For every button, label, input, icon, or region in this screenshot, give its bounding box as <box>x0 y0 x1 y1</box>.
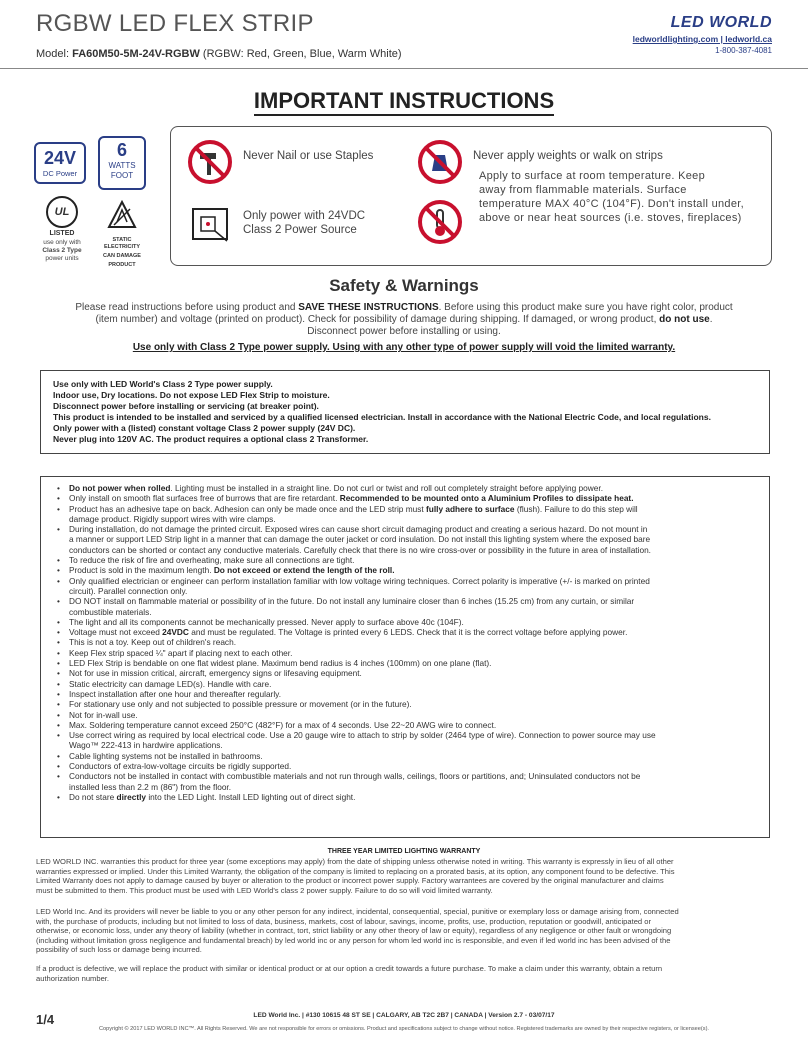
bullet-text: Voltage must not exceed <box>69 627 163 638</box>
list-item <box>69 576 759 597</box>
main-heading-text: IMPORTANT INSTRUCTIONS <box>254 88 554 116</box>
warning-temp-line-2: away from flammable materials. Surface <box>479 184 687 196</box>
watts-value: 6 <box>116 140 127 160</box>
footer-copyright: Copyright © 2017 LED WORLD INC™. All Rights Reserved. We are not responsible for errors or omissions. Product and specifications subject to change without notice. Registered trademarks are owned by their respective registers, or licensee(s). <box>99 1026 709 1032</box>
bullet-text: Product is sold in the maximum length. <box>69 565 214 576</box>
ul-logo-icon: UL <box>46 196 78 228</box>
list-item: • Inspect installation after one hour and thereafter regularly. <box>69 689 759 699</box>
list-item <box>69 627 759 637</box>
warning-no-weights-text: Never apply weights or walk on strips <box>473 150 663 162</box>
warranty-line: with, the purchase of products, including but not limited to loss of data, business, markets, cost of labour, savings, income, profits, use, production, reputation or goodwill, anticipated or <box>36 916 652 926</box>
warning-temperature-text <box>479 169 775 225</box>
list-item <box>69 493 759 503</box>
bullet-bold: Do not power when rolled <box>69 483 171 493</box>
warning-temp-line-4: above or near heat sources (i.e. stoves, fireplaces) <box>479 212 742 224</box>
voltage-value: 24V <box>43 148 77 168</box>
spec-badges <box>34 136 174 266</box>
static-electricity-icon <box>107 200 137 230</box>
warranty-line: LED WORLD INC. warranties this product for three year (some exceptions may apply) from the date of shipping unless otherwise noted in writing. This warranty is expressly in lieu of all other <box>36 857 674 866</box>
list-item: • Static electricity can damage LED(s). Handle with care. <box>69 679 759 689</box>
bullet-text: installed less than 2.2 m (86") from the floor. <box>69 781 232 792</box>
warning-no-nails-text: Never Nail or use Staples <box>243 150 374 162</box>
bullet-text: DO NOT install on flammable material or possibility of in the future. Do not install any luminaire closer than 6 inches (15.25 cm) from any curtain, or similar <box>69 596 635 607</box>
rule-item: Indoor use, Dry locations. Do not expose LED Flex Strip to moisture. <box>53 390 330 400</box>
bullet-text: and must be regulated. The Voltage is printed every 6 LEDS. Check that it is the correct voltage before applying power. <box>188 627 628 638</box>
model-label: Model: <box>36 48 73 60</box>
model-description: (RGBW: Red, Green, Blue, Warm White) <box>199 48 402 60</box>
warning-power-line-1: Only power with 24VDC <box>243 210 366 222</box>
warning-power-source-text <box>243 209 365 237</box>
warning-temp-line-3: temperature MAX 40°C (104°F). Don't install under, <box>479 198 744 210</box>
watts-badge <box>98 136 146 190</box>
no-heat-icon <box>417 199 463 245</box>
bullet-text: conductors can be shorted or contact any conductive materials. Carefully check that there is no wire cross-over or possibility in the future in area of installation. <box>69 544 651 555</box>
warning-power-line-2: Class 2 Power Source <box>243 224 357 236</box>
safety-intro-line-3: Disconnect power before installing or using. <box>307 326 501 337</box>
intro-text: Please read instructions before using product and <box>75 302 299 313</box>
safety-intro <box>36 302 772 338</box>
bullet-text: a manner or support LED Strip light in a manner that can damage the outer jacket or cord insulation. Do not install this lighting system where the exposed bare <box>69 534 651 545</box>
page-header <box>36 10 772 64</box>
model-line <box>36 48 402 60</box>
intro-text: (item number) and voltage (printed on product). Check for possibility of damage during shipping. If damaged, or wrong product, <box>95 314 660 325</box>
bullet-bold: Recommended to be mounted onto a Aluminium Profiles to dissipate heat. <box>339 493 634 504</box>
esd-label-1: STATIC ELECTRICITY <box>103 237 141 250</box>
list-item: • Not for use in mission critical, aircraft, emergency signs or lifesaving equipment. <box>69 668 759 678</box>
bullet-text: Conductors not be installed in contact with combustible materials and not run through walls, ceilings, floors or partitions, and; Uninsulated conductors not be <box>69 771 641 782</box>
header-divider <box>0 68 808 69</box>
product-title: RGBW LED FLEX STRIP <box>36 10 314 37</box>
bullet-text: Only qualified electrician or engineer can perform installation familiar with low voltage wiring techniques. Correct polarity is imperative (+/- is marked on printed <box>69 575 650 586</box>
warranty-line: authorization number. <box>36 973 110 983</box>
brand-logo <box>612 14 772 58</box>
list-item <box>69 504 759 525</box>
warning-temp-line-1: Apply to surface at room temperature. Keep <box>479 170 705 182</box>
bullet-text: Use correct wiring as required by local electrical code. Use a 20 gauge wire to attach to strip by solder (2464 type of wire). Connection to power source may use <box>69 730 656 741</box>
no-hammer-icon <box>187 139 233 185</box>
bullet-text: into the LED Light. Install LED lighting out of direct sight. <box>146 791 356 802</box>
warranty-paragraph-1 <box>36 857 772 895</box>
esd-label-3: PRODUCT <box>108 262 136 268</box>
list-item: • Not for in-wall use. <box>69 710 759 720</box>
bullet-text: During installation, do not damage the printed circuit. Exposed wires can cause short circuit damaging product and creating a serious hazard. Do not mount in <box>69 524 648 535</box>
bullet-text: combustible materials. <box>69 606 152 617</box>
list-item: • For stationary use only and not subjected to possible pressure or movement (or in the future). <box>69 699 759 709</box>
list-item <box>69 771 759 792</box>
warranty-line: warranties expressed or implied. Under this Limited Warranty, the obligation of the company is limited to replacing on a prorated basis, at its option, any component found to be defective. This <box>36 866 675 876</box>
bullet-text: Product has an adhesive tape on back. Adhesion can only be made once and the LED strip must <box>69 503 426 514</box>
list-item: • Keep Flex strip spaced ¼" apart if placing next to each other. <box>69 648 759 658</box>
logo-name: LED WORLD <box>670 14 772 31</box>
list-item: • Conductors of extra-low-voltage circuits be rigidly supported. <box>69 761 759 771</box>
watts-label-1: WATTS <box>108 161 136 170</box>
list-item <box>69 565 759 575</box>
bullet-text: circuit). Parallel connection only. <box>69 585 188 596</box>
logo-phone: 1-800-387-4081 <box>715 46 772 55</box>
warranty-line: otherwise, or economic loss, under any theory of liability (whether in contract, tort, strict liability or any other theory of law or equity), regardless of any negligence or other fault or wrongdoing <box>36 926 672 936</box>
intro-text: . Before using this product make sure you have right color, product <box>438 302 733 313</box>
safety-intro-line-2 <box>36 314 772 326</box>
list-item: • To reduce the risk of fire and overheating, make sure all connections are tight. <box>69 555 759 565</box>
intro-text: . <box>709 314 713 325</box>
rule-item: Never plug into 120V AC. The product requires a optional class 2 Transformer. <box>53 434 369 444</box>
list-item: • This is not a toy. Keep out of children's reach. <box>69 637 759 647</box>
list-item <box>69 730 759 751</box>
warning-temperature <box>417 199 463 245</box>
warranty-line: (including without limitation gross negligence and fundamental breach) by led world inc or any person for whom led world inc is responsible, and even if led world inc has been advised of the <box>36 935 671 945</box>
logo-urls[interactable]: ledworldlighting.com | ledworld.ca <box>632 34 772 44</box>
ul-note-line-3: power units <box>45 255 79 262</box>
watts-label-2: FOOT <box>110 171 134 180</box>
warranty-line: must be submitted to them. This product must be used with LED World's class 2 power supply. Failure to do so will void limited warranty. <box>36 885 493 895</box>
rule-item: Use only with LED World's Class 2 Type power supply. <box>53 379 273 389</box>
warranty-line: possibility of such loss or damage being incurred. <box>36 945 202 955</box>
warranty-paragraph-3 <box>36 964 772 983</box>
bullet-text: Wago™ 222-413 in hardwire applications. <box>69 740 223 751</box>
ul-note-line-2: Class 2 Type <box>42 247 82 254</box>
rule-item: Only power with a (listed) constant voltage Class 2 power supply (24V DC). <box>53 423 356 433</box>
list-item <box>69 483 759 493</box>
list-item: • LED Flex Strip is bendable on one flat widest plane. Maximum bend radius is 4 inches (100mm) on one plane (flat). <box>69 658 759 668</box>
ul-listed-mark <box>36 196 88 266</box>
voltage-badge <box>34 142 86 184</box>
intro-bold: SAVE THESE INSTRUCTIONS <box>298 302 439 313</box>
list-item: • The light and all its components cannot be mechanically pressed. Never apply to surface above 40c (104F). <box>69 617 759 627</box>
list-item <box>69 596 759 617</box>
instructions-list <box>40 476 770 838</box>
warranty-line: Limited Warranty does not apply to damage caused by buyer or alteration to the product or incorrect power supply. Factory warrantees are covered by the original manufacturer and claims <box>36 876 664 886</box>
rule-item: This product is intended to be installed and serviced by a qualified licensed electrician. Install in accordance with the National Electric Code, and local regulations. <box>53 412 711 422</box>
bullet-text: (flush). Failure to do this step will <box>514 503 638 514</box>
bullet-text: Do not stare <box>69 791 117 802</box>
warning-panel <box>170 126 772 266</box>
esd-label-2: CAN DAMAGE <box>103 253 141 259</box>
bullet-bold: Do not exceed or extend the length of the roll. <box>213 565 395 576</box>
no-weight-icon <box>417 139 463 185</box>
model-number: FA60M50-5M-24V-RGBW <box>72 48 200 60</box>
voltage-label: DC Power <box>42 169 78 178</box>
warning-power-source <box>187 201 365 247</box>
footer-address: LED World Inc. | #130 10615 48 ST SE | CALGARY, AB T2C 2B7 | CANADA | Version 2.7 - 03/07/17 <box>253 1012 555 1019</box>
ul-note <box>36 239 88 263</box>
bullet-text: Only install on smooth flat surfaces free of burrows that are fire retardant. <box>69 493 340 504</box>
bullet-bold: fully adhere to surface <box>426 503 515 514</box>
intro-bold: do not use <box>659 314 710 325</box>
warranty-title: THREE YEAR LIMITED LIGHTING WARRANTY <box>327 848 481 855</box>
safety-heading: Safety & Warnings <box>329 276 479 295</box>
bullet-bold: directly <box>116 791 147 802</box>
esd-warning <box>94 196 150 266</box>
power-source-icon <box>187 201 233 247</box>
bullet-bold: 24VDC <box>162 627 189 638</box>
list-item <box>69 524 759 555</box>
warranty-line: If a product is defective, we will replace the product with similar or identical product or at our option a credit towards a future purchase. To make a claim under this warranty, obtain a return <box>36 964 663 973</box>
warranty-paragraph-2 <box>36 907 772 955</box>
warranty-void-warning: Use only with Class 2 Type power supply. Using with any other type of power supply will void the limited warranty. <box>132 342 676 353</box>
safety-intro-line-1 <box>36 302 772 314</box>
rule-item: Disconnect power before installing or servicing (at breaker point). <box>53 401 319 411</box>
ul-note-line-1: use only with <box>43 239 81 246</box>
rules-box <box>40 370 770 454</box>
list-item <box>69 792 759 802</box>
bullet-text: . Lighting must be installed in a straight line. Do not curl or twist and roll out completely straight before applying power. <box>170 483 603 493</box>
warranty-line: LED World Inc. And its providers will never be liable to you or any other person for any indirect, incidental, consequential, special, punitive or exemplary loss or damage arising from, connected <box>36 907 679 916</box>
list-item: • Max. Soldering temperature cannot exceed 250°C (482°F) for a max of 4 seconds. Use 22~20 AWG wire to connect. <box>69 720 759 730</box>
main-heading <box>0 88 808 114</box>
page-number: 1/4 <box>36 1012 55 1027</box>
list-item: • Cable lighting systems not be installed in bathrooms. <box>69 751 759 761</box>
warning-no-nails <box>187 139 373 185</box>
bullet-text: damage product. Rigidly support wires with wire clamps. <box>69 513 276 524</box>
ul-listed-label: LISTED <box>49 230 75 237</box>
